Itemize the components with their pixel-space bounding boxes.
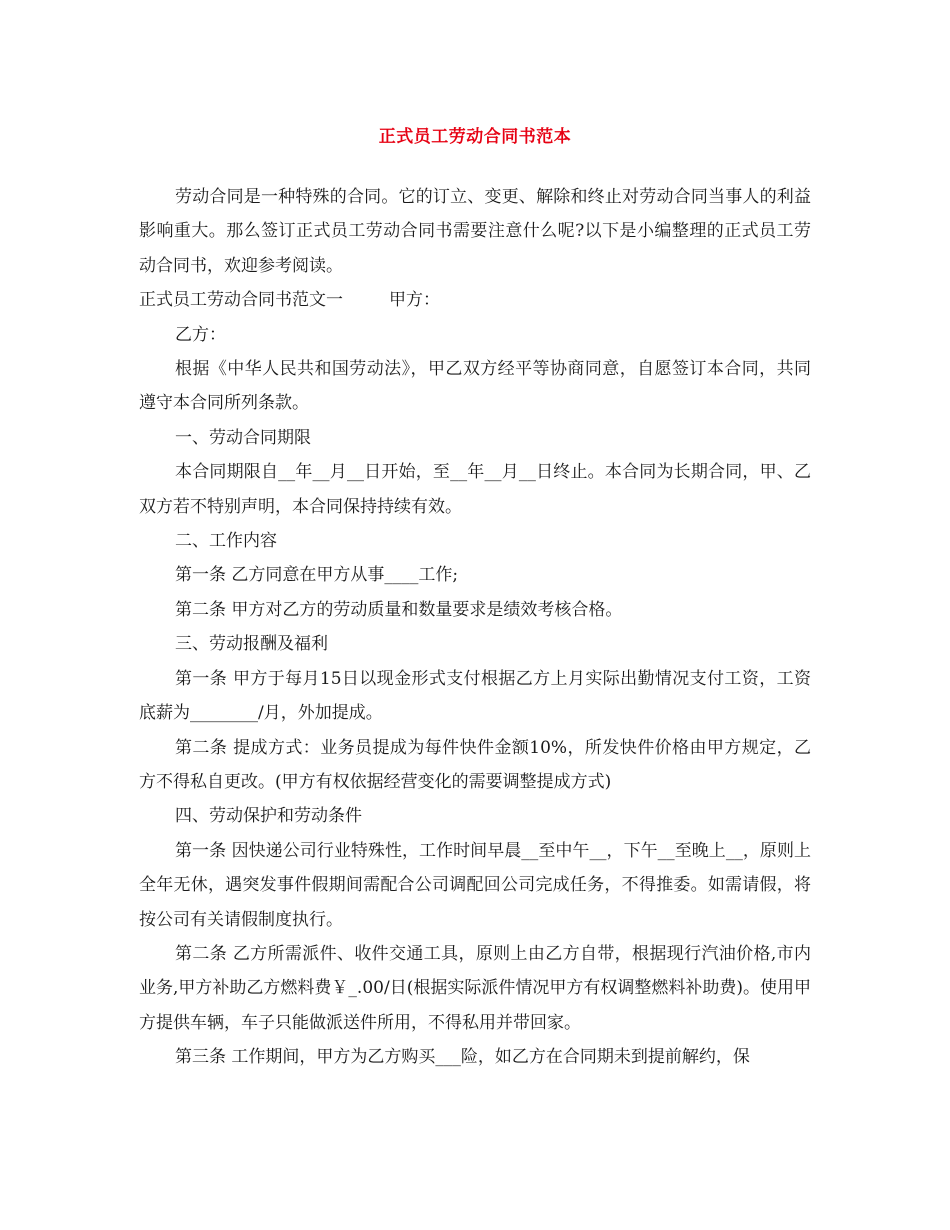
term-paragraph: 本合同期限自__年__月__日开始，至__年__月__日终止。本合同为长期合同，甲、乙双方若不特别声明，本合同保持持续有效。	[139, 462, 811, 517]
document-title: 正式员工劳动合同书范本	[378, 127, 572, 147]
party-b-label: 乙方：	[175, 324, 226, 345]
section-heading-work: 二、工作内容	[175, 531, 277, 552]
section-heading-protection: 四、劳动保护和劳动条件	[175, 806, 362, 827]
document-body	[139, 180, 811, 1075]
sample-heading-row	[139, 283, 811, 317]
protection-clause-1: 第一条 因快递公司行业特殊性，工作时间早晨__至中午__，下午__至晚上__，原则上全年无休，遇突发事件假期间需配合公司调配回公司完成任务，不得推委。如需请假，将按公司有关请假制度执行。	[139, 840, 811, 930]
protection-clause-2: 第二条 乙方所需派件、收件交通工具，原则上由乙方自带，根据现行汽油价格,市内业务,甲方补助乙方燃料费￥_.00/日(根据实际派件情况甲方有权调整燃料补助费)。使用甲方提供车辆，车子只能做派送件所用，不得私用并带回家。	[139, 943, 811, 1033]
protection-clause-3: 第三条 工作期间，甲方为乙方购买___险，如乙方在合同期未到提前解约，保	[175, 1047, 750, 1068]
preamble-paragraph: 根据《中华人民共和国劳动法》，甲乙双方经平等协商同意，自愿签订本合同，共同遵守本合同所列条款。	[139, 359, 811, 414]
sample-heading: 正式员工劳动合同书范文一	[139, 290, 343, 311]
pay-clause-1: 第一条 甲方于每月15日以现金形式支付根据乙方上月实际出勤情况支付工资，工资底薪为________/月，外加提成。	[139, 668, 811, 724]
pay-clause-2: 第二条 提成方式：业务员提成为每件快件金额10%，所发快件价格由甲方规定，乙方不得私自更改。(甲方有权依据经营变化的需要调整提成方式)	[139, 737, 811, 792]
section-heading-pay: 三、劳动报酬及福利	[175, 634, 328, 655]
spacer	[343, 283, 389, 317]
intro-paragraph: 劳动合同是一种特殊的合同。它的订立、变更、解除和终止对劳动合同当事人的利益影响重大。那么签订正式员工劳动合同书需要注意什么呢?以下是小编整理的正式员工劳动合同书，欢迎参考阅读。	[139, 187, 811, 276]
party-a-label: 甲方：	[389, 290, 440, 311]
section-heading-term: 一、劳动合同期限	[175, 427, 311, 448]
work-clause-2: 第二条 甲方对乙方的劳动质量和数量要求是绩效考核合格。	[175, 599, 623, 620]
work-clause-1: 第一条 乙方同意在甲方从事____工作;	[175, 565, 459, 586]
